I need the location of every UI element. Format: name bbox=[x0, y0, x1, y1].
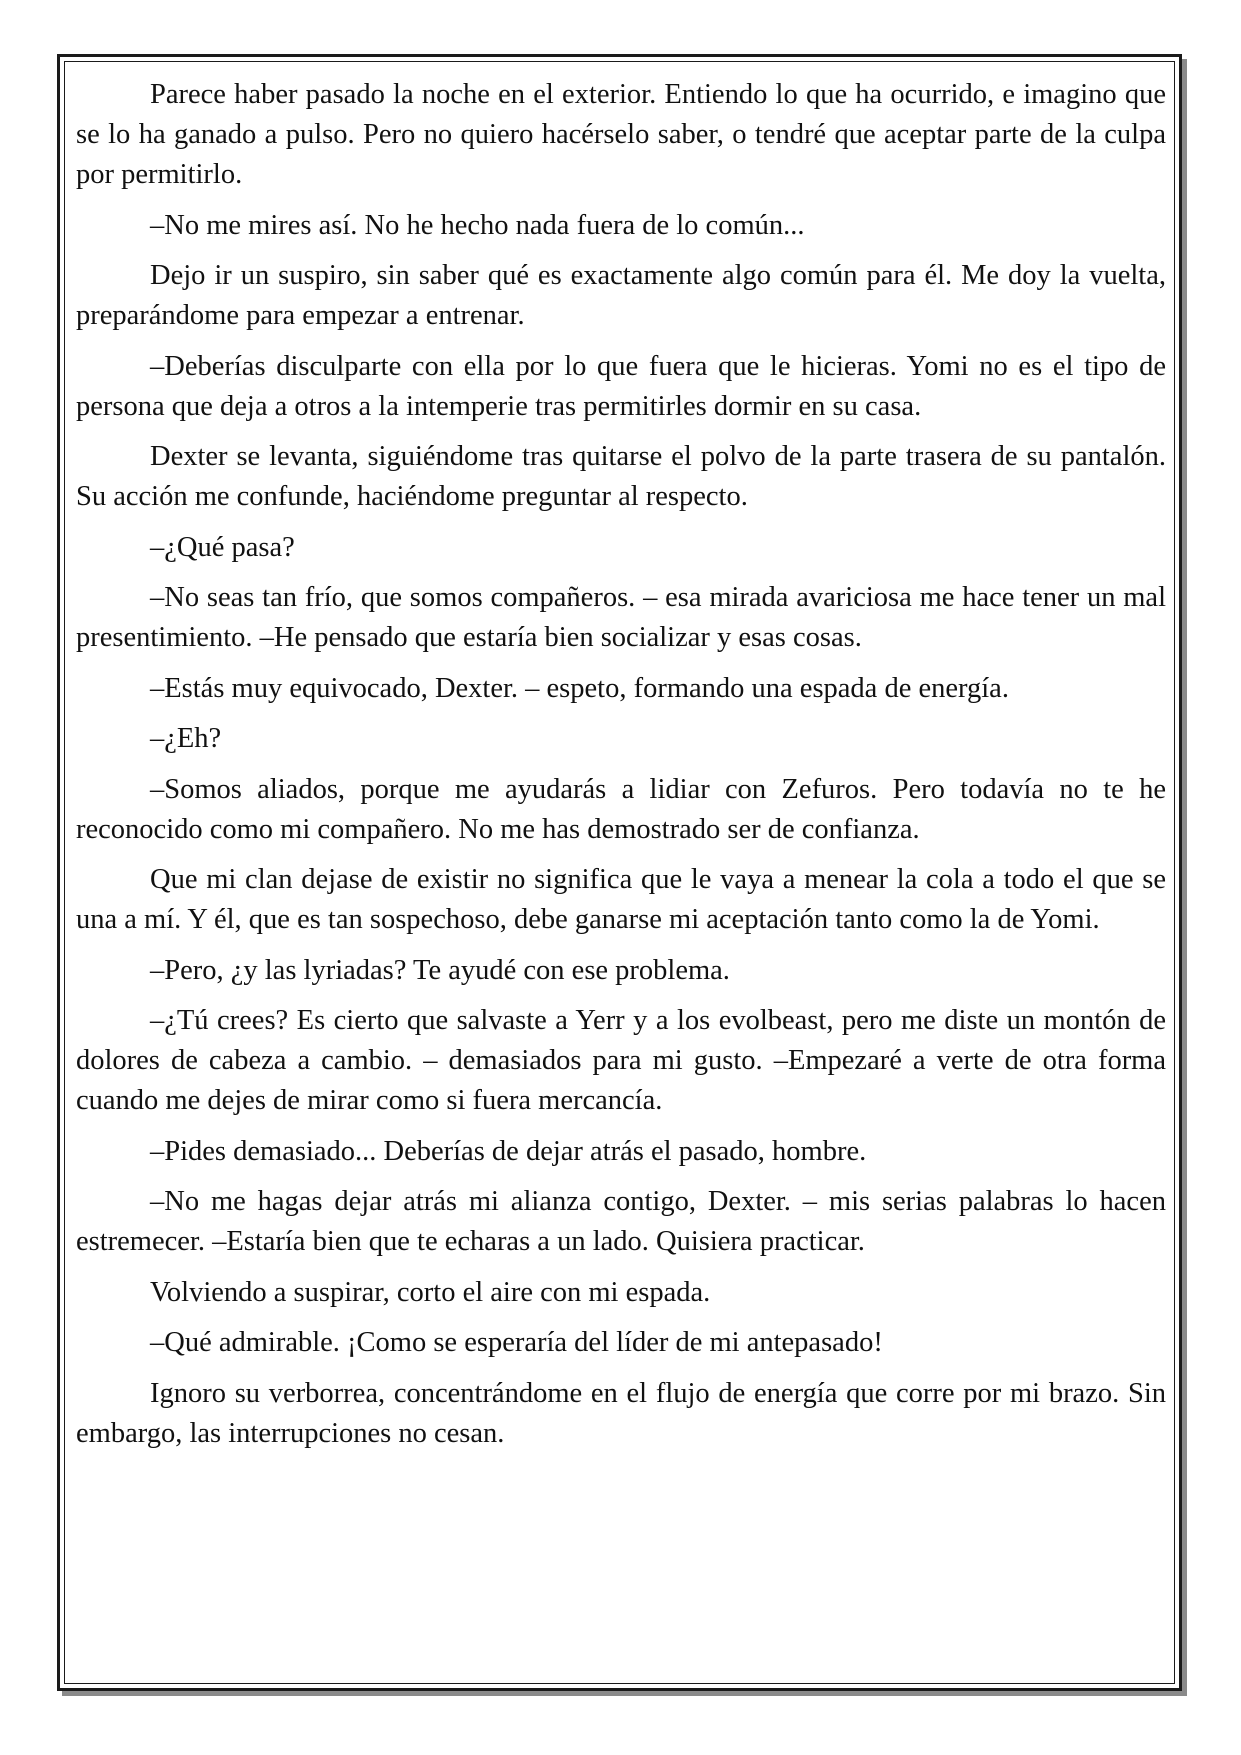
paragraph: Ignoro su verborrea, concentrándome en el flujo de energía que corre por mi brazo. Sin embargo, las interrupciones no cesan. bbox=[76, 1377, 1166, 1449]
paragraph: –Estás muy equivocado, Dexter. – espeto, formando una espada de energía. bbox=[150, 672, 1009, 704]
paragraph: –Somos aliados, porque me ayudarás a lidiar con Zefuros. Pero todavía no te he reconocido como mi compañero. No me has demostrado ser de confianza. bbox=[76, 773, 1166, 845]
paragraph: Dejo ir un suspiro, sin saber qué es exactamente algo común para él. Me doy la vuelta, preparándome para empezar a entrenar. bbox=[76, 260, 1166, 331]
paragraph: –Deberías disculparte con ella por lo que fuera que le hicieras. Yomi no es el tipo de persona que deja a otros a la intemperie tras permitirles dormir en su casa. bbox=[76, 350, 1166, 422]
paragraph: –No me hagas dejar atrás mi alianza contigo, Dexter. – mis serias palabras lo hacen estremecer. –Estaría bien que te echaras a un lado. Quisiera practicar. bbox=[76, 1186, 1166, 1257]
paragraph: –¿Eh? bbox=[150, 723, 222, 754]
paragraph: –Pero, ¿y las lyriadas? Te ayudé con ese problema. bbox=[150, 954, 730, 986]
paragraph: Que mi clan dejase de existir no significa que le vaya a menear la cola a todo el que se una a mí. Y él, que es tan sospechoso, debe ganarse mi aceptación tanto como la de Yomi. bbox=[76, 864, 1166, 935]
paragraph: –Pides demasiado... Deberías de dejar atrás el pasado, hombre. bbox=[150, 1135, 867, 1167]
paragraph: Parece haber pasado la noche en el exterior. Entiendo lo que ha ocurrido, e imagino que se lo ha ganado a pulso. Pero no quiero hacérselo saber, o tendré que aceptar parte de la culpa por permitirlo. bbox=[76, 79, 1166, 190]
paragraph: –¿Tú crees? Es cierto que salvaste a Yerr y a los evolbeast, pero me diste un montón de dolores de cabeza a cambio. – demasiados para mi gusto. –Empezaré a verte de otra forma cuando me dejes de mirar como si fuera mercancía. bbox=[76, 1005, 1166, 1116]
text-body bbox=[76, 75, 1166, 1464]
paragraph: –Qué admirable. ¡Como se esperaría del líder de mi antepasado! bbox=[150, 1327, 883, 1358]
page-border-frame bbox=[57, 54, 1182, 1691]
paragraph: –¿Qué pasa? bbox=[150, 531, 295, 563]
paragraph: –No seas tan frío, que somos compañeros. – esa mirada avariciosa me hace tener un mal presentimiento. –He pensado que estaría bien socializar y esas cosas. bbox=[76, 582, 1166, 653]
paragraph: Volviendo a suspirar, corto el aire con mi espada. bbox=[150, 1276, 711, 1308]
paragraph: –No me mires así. No he hecho nada fuera de lo común... bbox=[150, 209, 805, 241]
paragraph: Dexter se levanta, siguiéndome tras quitarse el polvo de la parte trasera de su pantalón. Su acción me confunde, haciéndome preguntar al respecto. bbox=[76, 441, 1166, 512]
